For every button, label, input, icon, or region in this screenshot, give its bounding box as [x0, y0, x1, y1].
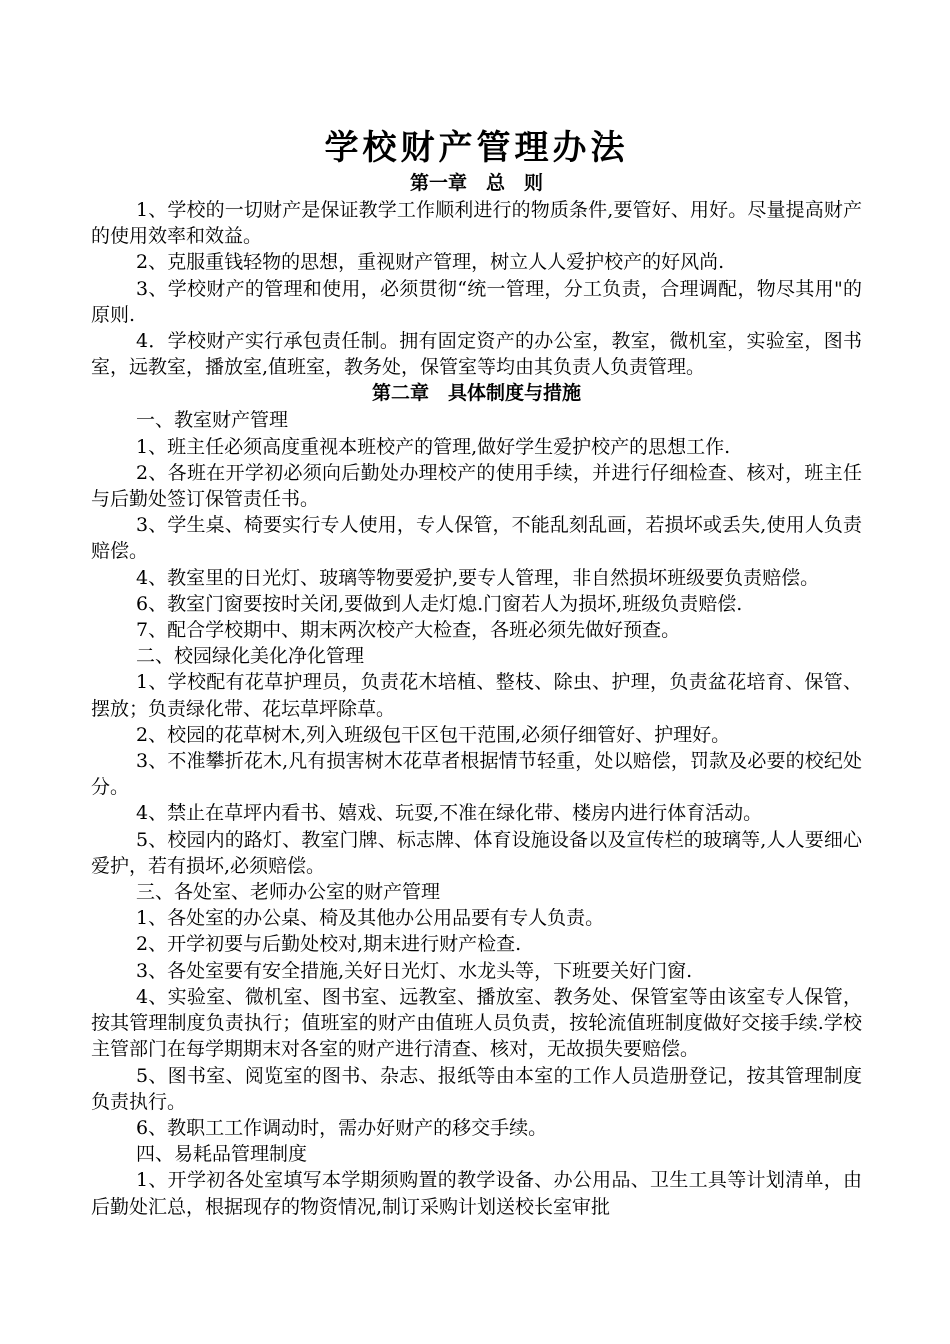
paragraph: 3、不准攀折花木,凡有损害树木花草者根据情节轻重，处以赔偿，罚款及必要的校纪处分。 [91, 750, 862, 799]
paragraph: 1、班主任必须高度重视本班校产的管理,做好学生爱护校产的思想工作. [136, 435, 731, 458]
paragraph: 3、各处室要有安全措施,关好日光灯、水龙头等，下班要关好门窗. [136, 959, 693, 982]
paragraph: 2、克服重钱轻物的思想，重视财产管理，树立人人爱护校产的好风尚. [136, 251, 725, 274]
paragraph: 4、实验室、微机室、图书室、远教室、播放室、教务处、保管室等由该室专人保管，按其管理制度负责执行；值班室的财产由值班人员负责，按轮流值班制度做好交接手续.学校主管部门在每学期期末对各室的财产进行清查、核对，无故损失要赔偿。 [91, 985, 862, 1061]
section-heading: 二、校园绿化美化净化管理 [136, 645, 365, 668]
paragraph: 3、学校财产的管理和使用，必须贯彻“统一管理，分工负责，合理调配，物尽其用"的原则. [91, 277, 862, 326]
paragraph: 7、配合学校期中、期末两次校产大检查，各班必须先做好预查。 [136, 619, 681, 642]
chapter-2-heading: 第二章 具体制度与措施 [371, 382, 581, 405]
paragraph: 1、学校配有花草护理员，负责花木培植、整枝、除虫、护理，负责盆花培育、保管、摆放；负责绿化带、花坛草坪除草。 [91, 671, 862, 720]
paragraph: 2、开学初要与后勤处校对,期末进行财产检查. [136, 933, 522, 956]
paragraph: 2、各班在开学初必须向后勤处办理校产的使用手续，并进行仔细检查、核对，班主任与后勤处签订保管责任书。 [91, 461, 862, 511]
document-title: 学校财产管理办法 [324, 128, 629, 168]
paragraph: 4、禁止在草坪内看书、嬉戏、玩耍,不准在绿化带、楼房内进行体育活动。 [136, 802, 763, 825]
paragraph: 1、学校的一切财产是保证教学工作顺利进行的物质条件,要管好、用好。尽量提高财产的使用效率和效益。 [91, 199, 862, 248]
paragraph: 4．学校财产实行承包责任制。拥有固定资产的办公室，教室，微机室，实验室，图书室，远教室，播放室,值班室，教务处，保管室等均由其负责人负责管理。 [91, 330, 862, 379]
paragraph: 3、学生桌、椅要实行专人使用，专人保管，不能乱刻乱画，若损坏或丢失,使用人负责赔偿。 [91, 514, 862, 563]
section-heading: 四、易耗品管理制度 [136, 1143, 308, 1166]
paragraph: 1、开学初各处室填写本学期须购置的教学设备、办公用品、卫生工具等计划清单，由后勤处汇总，根据现存的物资情况,制订采购计划送校长室审批 [91, 1169, 862, 1218]
paragraph: 6、教室门窗要按时关闭,要做到人走灯熄.门窗若人为损坏,班级负责赔偿. [136, 592, 743, 615]
paragraph: 4、教室里的日光灯、玻璃等物要爱护,要专人管理，非自然损坏班级要负责赔偿。 [136, 566, 820, 589]
paragraph: 6、教职工工作调动时，需办好财产的移交手续。 [136, 1116, 548, 1139]
paragraph: 1、各处室的办公桌、椅及其他办公用品要有专人负责。 [136, 907, 605, 930]
paragraph: 5、图书室、阅览室的图书、杂志、报纸等由本室的工作人员造册登记，按其管理制度负责执行。 [91, 1064, 862, 1113]
paragraph: 2、校园的花草树木,列入班级包干区包干范围,必须仔细管好、护理好。 [136, 723, 731, 746]
section-heading: 三、各处室、老师办公室的财产管理 [136, 881, 441, 904]
section-heading: 一、教室财产管理 [136, 409, 289, 432]
paragraph: 5、校园内的路灯、教室门牌、标志牌、体育设施设备以及宣传栏的玻璃等,人人要细心爱护，若有损坏,必须赔偿。 [91, 828, 862, 877]
chapter-1-heading: 第一章 总 则 [409, 172, 543, 194]
